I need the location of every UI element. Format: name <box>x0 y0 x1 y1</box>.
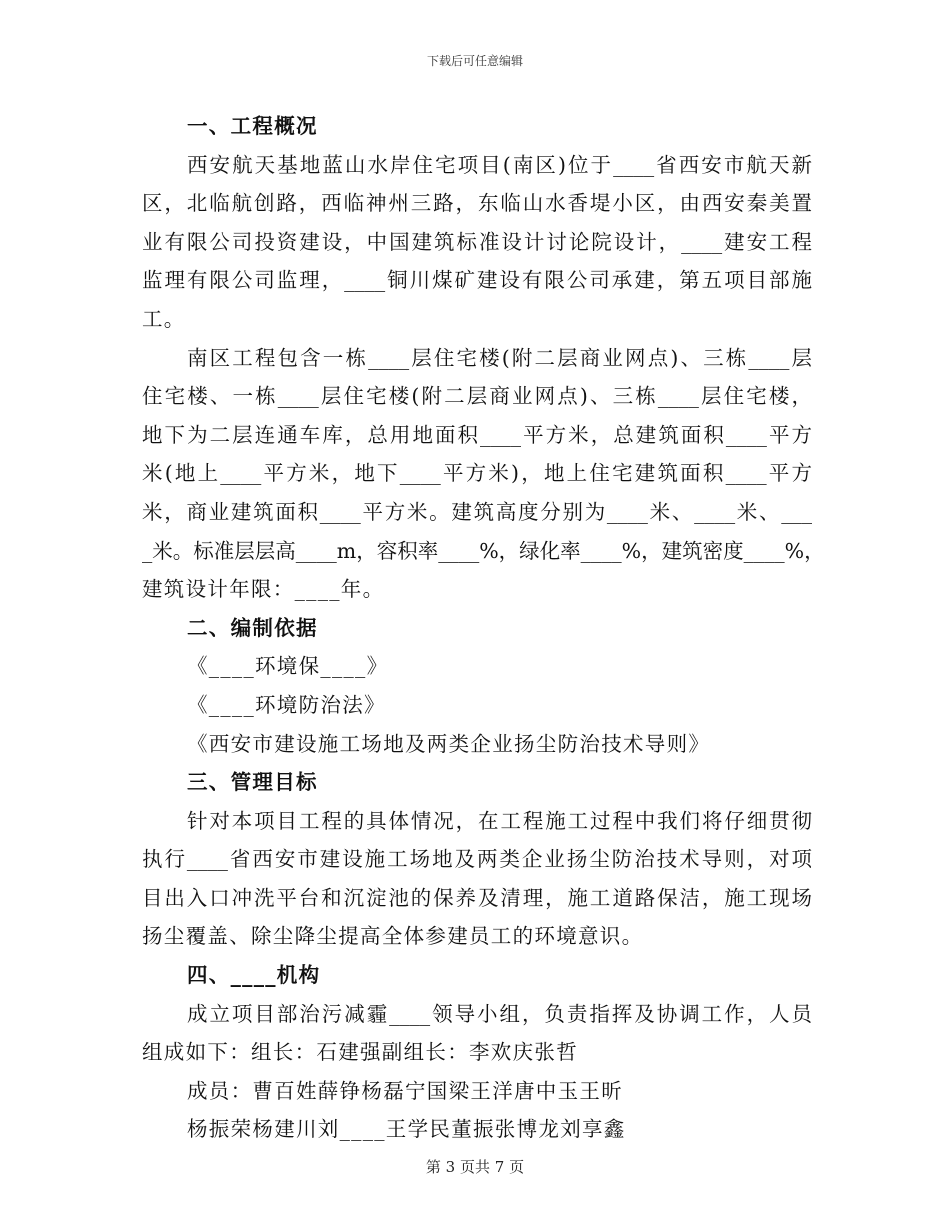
document-body <box>142 107 825 1149</box>
paragraph-line: 扬尘覆盖、除尘降尘提高全体参建员工的环境意识。 <box>142 924 644 949</box>
paragraph-line: _米。标准层层高____m，容积率____%，绿化率____%，建筑密度____%， <box>142 538 825 563</box>
paragraph-line: 米(地上____平方米，地下____平方米)，地上住宅建筑面积____平方 <box>142 461 812 486</box>
paragraph-line: 工。 <box>142 306 186 331</box>
paragraph-line: 南区工程包含一栋____层住宅楼(附二层商业网点)、三栋____层 <box>187 345 812 370</box>
paragraph-line: 建筑设计年限：____年。 <box>142 577 385 602</box>
reference-line: 《____环境保____》 <box>187 654 389 679</box>
section-heading: 一、工程概况 <box>187 114 318 138</box>
paragraph-line: 地下为二层连通车库，总用地面积____平方米，总建筑面积____平方 <box>142 422 812 447</box>
page-footer: 第 3 页共 7 页 <box>425 1158 525 1176</box>
member-line: 成员：曹百姓薛铮杨磊宁国梁王洋唐中玉王昕 <box>187 1078 623 1103</box>
reference-line: 《____环境防治法》 <box>187 692 386 717</box>
paragraph-line: 组成如下：组长：石建强副组长：李欢庆张哲 <box>142 1040 578 1065</box>
paragraph-line: 针对本项目工程的具体情况，在工程施工过程中我们将仔细贯彻 <box>187 808 812 833</box>
member-line: 杨振荣杨建川刘____王学民董振张博龙刘享鑫 <box>187 1117 626 1142</box>
section-heading: 二、编制依据 <box>187 615 318 640</box>
paragraph-line: 区，北临航创路，西临神州三路，东临山水香堤小区，由西安秦美置 <box>142 191 812 216</box>
reference-line: 《西安市建设施工场地及两类企业扬尘防治技术导则》 <box>187 731 711 756</box>
paragraph-line: 西安航天基地蓝山水岸住宅项目(南区)位于____省西安市航天新 <box>187 152 812 177</box>
paragraph-line: 监理有限公司监理，____铜川煤矿建设有限公司承建，第五项目部施 <box>142 268 812 293</box>
paragraph-line: 米，商业建筑面积____平方米。建筑高度分别为____米、____米、___ <box>142 499 812 524</box>
section-heading: 三、管理目标 <box>187 770 318 795</box>
paragraph-line: 业有限公司投资建设，中国建筑标准设计讨论院设计，____建安工程 <box>142 229 812 254</box>
section-heading: 四、____机构 <box>187 963 321 988</box>
paragraph-line: 执行____省西安市建设施工场地及两类企业扬尘防治技术导则，对项 <box>142 847 812 872</box>
paragraph-line: 目出入口冲洗平台和沉淀池的保养及清理，施工道路保洁，施工现场 <box>142 885 812 910</box>
paragraph-line: 成立项目部治污减霾____领导小组，负责指挥及协调工作，人员 <box>187 1001 812 1026</box>
page-header: 下载后可任意编辑 <box>426 54 523 68</box>
paragraph-line: 住宅楼、一栋____层住宅楼(附二层商业网点)、三栋____层住宅楼， <box>142 384 812 409</box>
